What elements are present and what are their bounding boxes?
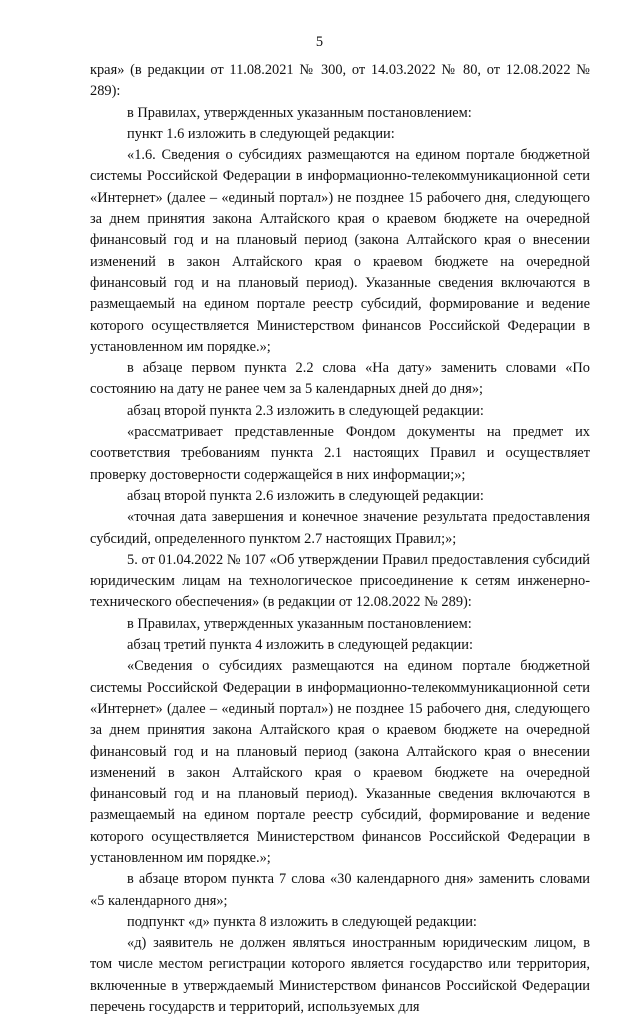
paragraph: в абзаце первом пункта 2.2 слова «На дату» заменить словами «По состоянию на дату не ранее чем за 5 календарных дней до дня»; (90, 360, 590, 398)
paragraph: 5. от 01.04.2022 № 107 «Об утверждении Правил предоставления субсидий юридическим лицам на технологическое присоединение к сетям инженерно-технического обеспечения» (в редакции от 12.08.2022 № 289): (90, 551, 590, 611)
paragraph: в абзаце втором пункта 7 слова «30 календарного дня» заменить словами «5 календарного дня»; (90, 871, 590, 909)
paragraph: «1.6. Сведения о субсидиях размещаются на едином портале бюджетной системы Российской Федерации в информационно-телекоммуникационной сети «Интернет» (далее – «единый портал») не позднее 15 рабочего дня, следующего за днем принятия закона Алтайского края о краевом бюджете на очередной финансовый год и на плановый период (закона Алтайского края о внесении изменений в закон Алтайского края о краевом бюджете на очередной финансовый год и на плановый период). Указанные сведения включаются в размещаемый на едином портале реестр субсидий, формирование и ведение которого осуществляется Министерством финансов Российской Федерации в установленном им порядке.»; (90, 147, 590, 355)
paragraph: «Сведения о субсидиях размещаются на едином портале бюджетной системы Российской Федерации в информационно-телекоммуникационной сети «Интернет» (далее – «единый портал») не позднее 15 рабочего дня, следующего за днем принятия закона Алтайского края о краевом бюджете на очередной финансовый год и на плановый период (закона Алтайского края о внесении изменений в закон Алтайского края о краевом бюджете на очередной финансовый год и на плановый период). Указанные сведения включаются в размещаемый на едином портале реестр субсидий, формирование и ведение которого осуществляется Министерством финансов Российской Федерации в установленном им порядке.»; (90, 658, 590, 866)
paragraph: «точная дата завершения и конечное значение результата предоставления субсидий, определенного пунктом 2.7 настоящих Правил;»; (90, 509, 590, 547)
document-body (90, 60, 590, 1018)
paragraph: абзац второй пункта 2.6 изложить в следующей редакции: (127, 487, 484, 504)
paragraph: подпункт «д» пункта 8 изложить в следующей редакции: (127, 913, 477, 930)
paragraph: в Правилах, утвержденных указанным постановлением: (127, 615, 472, 632)
paragraph: «д) заявитель не должен являться иностранным юридическим лицом, в том числе местом регистрации которого является государство или территория, включенные в утверждаемый Министерством финансов Российской Федерации перечень государств и территорий, используемых для (90, 935, 590, 1016)
page-number: 5 (315, 34, 324, 50)
paragraph: абзац второй пункта 2.3 изложить в следующей редакции: (127, 402, 484, 419)
paragraph: края» (в редакции от 11.08.2021 № 300, от 14.03.2022 № 80, от 12.08.2022 № 289): (90, 62, 590, 100)
paragraph: пункт 1.6 изложить в следующей редакции: (127, 125, 395, 142)
paragraph: в Правилах, утвержденных указанным постановлением: (127, 104, 472, 121)
paragraph: абзац третий пункта 4 изложить в следующей редакции: (127, 637, 473, 654)
paragraph: «рассматривает представленные Фондом документы на предмет их соответствия требованиям пункта 2.1 настоящих Правил и осуществляет проверку достоверности содержащейся в них информации;»; (90, 424, 590, 483)
